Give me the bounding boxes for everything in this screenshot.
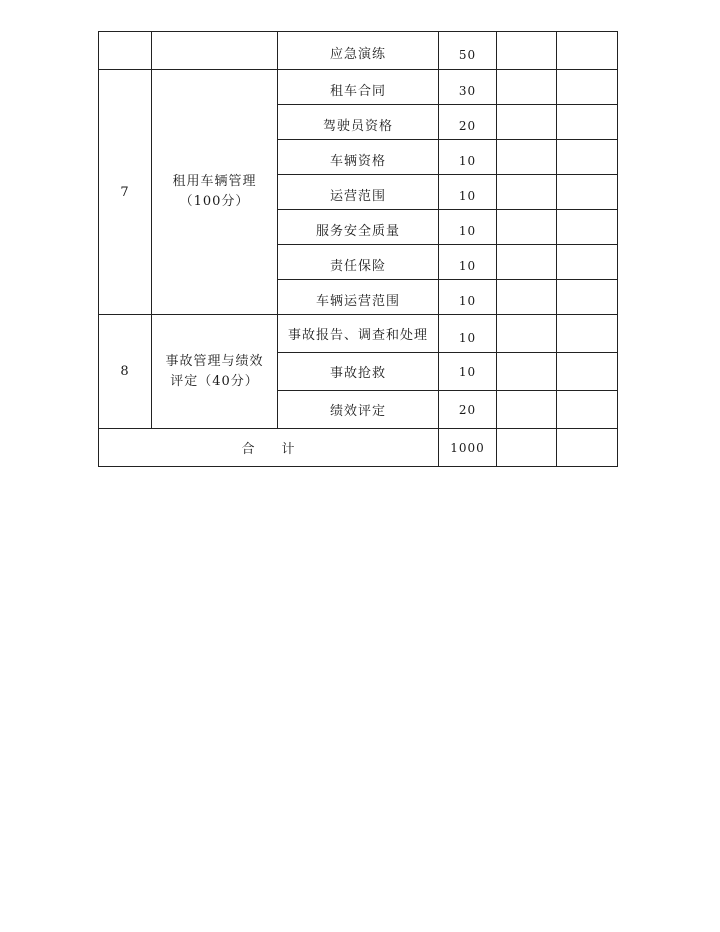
- item-cell: 驾驶员资格: [278, 105, 439, 140]
- blank-cell: [497, 245, 557, 280]
- score-cell: 10: [439, 175, 497, 210]
- category-cell: [152, 32, 278, 70]
- category-points: 评定（40分）: [170, 373, 259, 389]
- item-cell: 服务安全质量: [278, 210, 439, 245]
- item-cell: 事故抢救: [278, 353, 439, 391]
- blank-cell: [497, 175, 557, 210]
- table-row: [99, 32, 618, 70]
- score-cell: 10: [439, 280, 497, 315]
- blank-cell: [497, 429, 557, 467]
- score-cell: 10: [439, 353, 497, 391]
- score-cell: 50: [439, 32, 497, 70]
- item-cell: 责任保险: [278, 245, 439, 280]
- table-row: [99, 315, 618, 353]
- blank-cell: [557, 315, 618, 353]
- blank-cell: [557, 140, 618, 175]
- score-cell: 20: [439, 105, 497, 140]
- blank-cell: [557, 32, 618, 70]
- blank-cell: [557, 391, 618, 429]
- blank-cell: [557, 210, 618, 245]
- category-points: （100分）: [179, 194, 250, 209]
- total-label-char: 合: [241, 442, 256, 457]
- item-cell: 绩效评定: [278, 391, 439, 429]
- blank-cell: [557, 70, 618, 105]
- row-number-cell: 8: [99, 315, 152, 429]
- row-number-cell: [99, 32, 152, 70]
- score-cell: 10: [439, 210, 497, 245]
- blank-cell: [497, 70, 557, 105]
- blank-cell: [557, 175, 618, 210]
- blank-cell: [497, 140, 557, 175]
- item-cell: 车辆运营范围: [278, 280, 439, 315]
- score-cell: 10: [439, 140, 497, 175]
- item-cell: 租车合同: [278, 70, 439, 105]
- total-row: [99, 429, 618, 467]
- score-cell: 30: [439, 70, 497, 105]
- blank-cell: [497, 353, 557, 391]
- row-number-cell: 7: [99, 70, 152, 315]
- item-cell: 运营范围: [278, 175, 439, 210]
- category-cell: [152, 70, 278, 315]
- category-name: 租用车辆管理: [172, 174, 257, 189]
- blank-cell: [497, 105, 557, 140]
- blank-cell: [557, 429, 618, 467]
- category-name: 事故管理与绩效: [165, 353, 264, 369]
- blank-cell: [497, 315, 557, 353]
- blank-cell: [557, 280, 618, 315]
- item-cell: 事故报告、调查和处理: [278, 315, 439, 353]
- score-cell: 10: [439, 245, 497, 280]
- scoring-table: [98, 31, 618, 467]
- total-score-cell: 1000: [439, 429, 497, 467]
- score-cell: 20: [439, 391, 497, 429]
- blank-cell: [497, 391, 557, 429]
- blank-cell: [557, 105, 618, 140]
- total-label-cell: [99, 429, 439, 467]
- category-cell: [152, 315, 278, 429]
- blank-cell: [497, 280, 557, 315]
- blank-cell: [497, 210, 557, 245]
- item-cell: 应急演练: [278, 32, 439, 70]
- blank-cell: [557, 245, 618, 280]
- score-cell: 10: [439, 315, 497, 353]
- blank-cell: [557, 353, 618, 391]
- blank-cell: [497, 32, 557, 70]
- item-cell: 车辆资格: [278, 140, 439, 175]
- total-label-char: 计: [281, 442, 296, 457]
- table-row: [99, 70, 618, 105]
